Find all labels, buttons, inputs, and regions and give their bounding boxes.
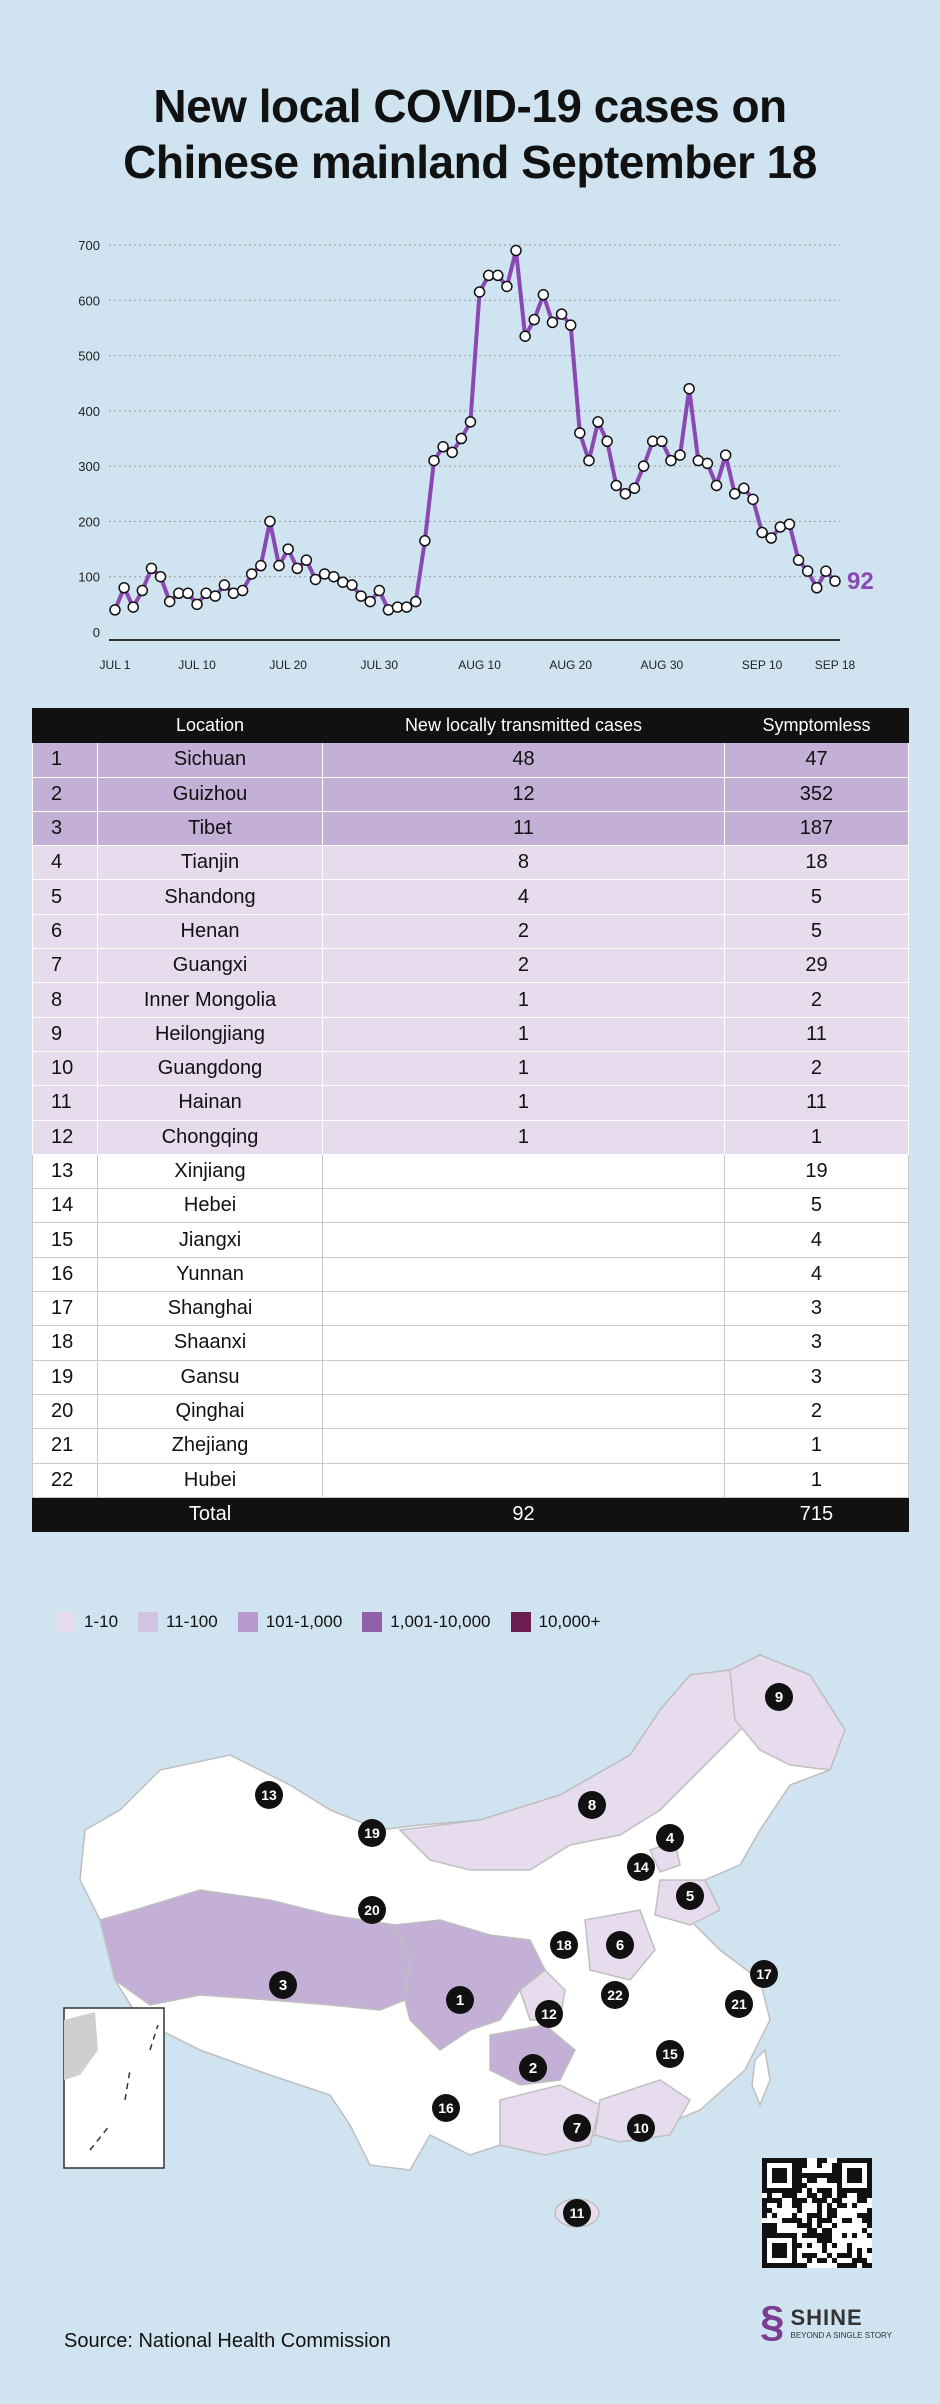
row-number: 4 [33,846,98,880]
data-point [620,489,630,499]
row-location: Shandong [98,880,323,914]
row-location: Sichuan [98,743,323,777]
y-tick-label: 100 [78,569,100,585]
data-point [557,309,567,319]
data-point [529,315,539,325]
shine-logo [760,2297,893,2346]
row-new-cases [323,1394,725,1428]
row-symptomless: 1 [724,1429,908,1463]
row-number: 17 [33,1292,98,1326]
cases-table [32,708,909,1532]
row-number: 1 [33,743,98,777]
row-symptomless: 3 [724,1360,908,1394]
row-new-cases: 48 [323,743,725,777]
data-point [447,447,457,457]
row-new-cases [323,1154,725,1188]
data-point [146,563,156,573]
y-tick-label: 500 [78,348,100,364]
row-symptomless: 18 [724,846,908,880]
row-location: Gansu [98,1360,323,1394]
table-row [33,880,909,914]
data-point [192,599,202,609]
data-point [456,434,466,444]
map-marker-label: 21 [731,1996,747,2012]
row-number: 2 [33,777,98,811]
data-point [803,566,813,576]
row-number: 12 [33,1120,98,1154]
data-point [821,566,831,576]
data-point [639,461,649,471]
table-row [33,846,909,880]
data-point [766,533,776,543]
data-point [657,436,667,446]
row-number: 16 [33,1257,98,1291]
data-point [830,576,840,586]
page-title [0,78,940,190]
row-symptomless: 5 [724,914,908,948]
row-symptomless: 1 [724,1463,908,1497]
data-point [365,597,375,607]
table-row [33,1394,909,1428]
data-point [238,586,248,596]
table-row [33,1429,909,1463]
map-marker-label: 9 [774,1689,784,1706]
table-row [33,1463,909,1497]
row-symptomless: 1 [724,1120,908,1154]
table-row [33,1120,909,1154]
data-point [374,586,384,596]
row-new-cases [323,1223,725,1257]
data-point [748,494,758,504]
map-marker-label: 14 [633,1859,649,1875]
row-new-cases: 1 [323,983,725,1017]
data-point [629,483,639,493]
data-point [301,555,311,565]
table-total-row [33,1497,909,1531]
x-tick-label: JUL 10 [178,658,216,672]
row-location: Tianjin [98,846,323,880]
data-point [402,602,412,612]
row-location: Guizhou [98,777,323,811]
data-point [684,384,694,394]
row-new-cases [323,1326,725,1360]
table-row [33,1189,909,1223]
row-symptomless: 19 [724,1154,908,1188]
map-marker-label: 17 [756,1966,772,1982]
data-point [493,270,503,280]
x-tick-label: AUG 20 [549,658,593,672]
data-point [420,536,430,546]
qr-code [762,2158,872,2268]
shine-s-icon: § [760,2297,785,2346]
legend-label: 1-10 [84,1612,119,1631]
data-point [675,450,685,460]
title-line-2: Chinese mainland September 18 [123,136,817,188]
row-location: Heilongjiang [98,1017,323,1051]
legend-label: 101-1,000 [265,1612,343,1631]
data-point [475,287,485,297]
map-marker-label: 10 [633,2120,649,2136]
row-symptomless: 2 [724,1394,908,1428]
data-point [274,561,284,571]
row-number: 21 [33,1429,98,1463]
data-point [721,450,731,460]
table-row [33,1223,909,1257]
last-value-label: 92 [847,568,874,596]
y-tick-label: 0 [92,625,100,640]
data-point [602,436,612,446]
data-point [511,246,521,256]
row-number: 22 [33,1463,98,1497]
map-marker-label: 12 [541,2006,557,2022]
row-location: Guangxi [98,949,323,983]
row-new-cases [323,1463,725,1497]
header-location: Location [98,709,323,743]
map-marker-label: 7 [572,2120,582,2137]
data-point [757,527,767,537]
x-tick-label: SEP 10 [741,658,783,672]
row-new-cases: 8 [323,846,725,880]
row-location: Shaanxi [98,1326,323,1360]
table-row [33,1086,909,1120]
data-point [119,583,129,593]
table-row [33,1257,909,1291]
row-new-cases [323,1429,725,1463]
row-number: 6 [33,914,98,948]
data-point [219,580,229,590]
row-location: Shanghai [98,1292,323,1326]
y-tick-label: 400 [78,403,100,419]
table-row [33,949,909,983]
data-point [520,331,530,341]
table-row [33,914,909,948]
map-marker-label: 2 [528,2060,538,2077]
x-tick-label: JUL 30 [360,658,399,672]
y-tick-label: 600 [78,293,100,309]
data-point [110,605,120,615]
data-point [210,591,220,601]
row-location: Tibet [98,811,323,845]
table-row [33,1017,909,1051]
map-marker-label: 22 [607,1987,623,2003]
map-marker-label: 16 [438,2100,454,2116]
row-location: Inner Mongolia [98,983,323,1017]
total-new: 92 [323,1497,725,1531]
y-tick-label: 300 [78,459,100,475]
map-marker-label: 20 [364,1902,380,1918]
row-location: Zhejiang [98,1429,323,1463]
row-new-cases: 11 [323,811,725,845]
row-new-cases: 2 [323,949,725,983]
row-symptomless: 2 [724,1051,908,1085]
map-marker-label: 13 [261,1787,277,1803]
row-new-cases: 1 [323,1120,725,1154]
map-marker-label: 6 [615,1937,625,1954]
header-blank [33,709,98,743]
row-number: 18 [33,1326,98,1360]
row-number: 7 [33,949,98,983]
x-tick-label: AUG 10 [458,658,501,672]
y-tick-label: 200 [78,514,100,530]
table-row [33,1360,909,1394]
data-point [584,456,594,466]
table-row [33,1292,909,1326]
legend-label: 1,001-10,000 [390,1612,491,1631]
data-point [411,597,421,607]
x-tick-label: JUL 20 [269,658,307,672]
data-point [502,281,512,291]
row-number: 11 [33,1086,98,1120]
data-point [730,489,740,499]
data-point [156,572,166,582]
data-point [265,516,275,526]
data-point [329,572,339,582]
row-symptomless: 11 [724,1086,908,1120]
row-new-cases [323,1189,725,1223]
title-line-1: New local COVID-19 cases on [153,80,787,132]
table-body [33,743,909,1498]
data-point [438,442,448,452]
data-point [283,544,293,554]
header-symptomless: Symptomless [724,709,908,743]
total-label: Total [98,1497,323,1531]
data-point [347,580,357,590]
data-point [575,428,585,438]
x-tick-label: SEP 18 [814,658,856,672]
data-point [712,480,722,490]
row-symptomless: 4 [724,1257,908,1291]
row-new-cases: 4 [323,880,725,914]
logo-tagline: BEYOND A SINGLE STORY [790,2330,893,2340]
table-row [33,743,909,777]
data-point [794,555,804,565]
row-new-cases: 12 [323,777,725,811]
data-point [311,574,321,584]
y-tick-label: 700 [78,238,100,253]
row-location: Qinghai [98,1394,323,1428]
data-point [593,417,603,427]
data-point [547,317,557,327]
data-point [137,586,147,596]
row-location: Xinjiang [98,1154,323,1188]
table-header-row [33,709,909,743]
data-point [356,591,366,601]
data-point [812,583,822,593]
row-location: Hubei [98,1463,323,1497]
table-row [33,1051,909,1085]
logo-name: SHINE [790,2304,863,2330]
row-number: 14 [33,1189,98,1223]
qr-code-icon [762,2158,872,2268]
data-point [666,456,676,466]
data-point [465,417,475,427]
series-line [115,251,835,610]
map-marker-label: 11 [569,2205,585,2221]
map-marker-label: 4 [665,1830,675,1847]
table-row [33,983,909,1017]
row-location: Hainan [98,1086,323,1120]
x-tick-label: JUL 1 [99,658,131,672]
row-new-cases [323,1292,725,1326]
table-row [33,811,909,845]
row-number: 5 [33,880,98,914]
row-new-cases [323,1360,725,1394]
row-symptomless: 187 [724,811,908,845]
row-number: 3 [33,811,98,845]
data-point [247,569,257,579]
map-marker-label: 5 [685,1888,695,1905]
row-location: Hebei [98,1189,323,1223]
table-row [33,1326,909,1360]
row-number: 8 [33,983,98,1017]
total-blank [33,1497,98,1531]
legend-label: 11-100 [166,1612,218,1631]
row-symptomless: 5 [724,880,908,914]
data-point [702,458,712,468]
map-marker-label: 18 [556,1937,572,1953]
data-point [611,480,621,490]
map-marker-label: 3 [278,1977,288,1994]
line-chart [0,220,940,680]
header-new-cases: New locally transmitted cases [323,709,725,743]
row-number: 19 [33,1360,98,1394]
row-new-cases: 1 [323,1086,725,1120]
data-point [739,483,749,493]
map-marker-label: 8 [587,1797,597,1814]
row-location: Jiangxi [98,1223,323,1257]
row-symptomless: 47 [724,743,908,777]
row-number: 13 [33,1154,98,1188]
map-marker-label: 15 [662,2046,678,2062]
row-symptomless: 4 [724,1223,908,1257]
data-point [538,290,548,300]
row-location: Henan [98,914,323,948]
row-new-cases: 2 [323,914,725,948]
data-point [292,563,302,573]
row-new-cases: 1 [323,1017,725,1051]
row-location: Yunnan [98,1257,323,1291]
data-point [566,320,576,330]
row-symptomless: 11 [724,1017,908,1051]
data-point [128,602,138,612]
row-number: 9 [33,1017,98,1051]
data-point [165,597,175,607]
row-symptomless: 3 [724,1292,908,1326]
row-symptomless: 3 [724,1326,908,1360]
row-symptomless: 352 [724,777,908,811]
row-location: Guangdong [98,1051,323,1085]
row-symptomless: 5 [724,1189,908,1223]
row-new-cases: 1 [323,1051,725,1085]
total-symptomless: 715 [724,1497,908,1531]
x-tick-label: AUG 30 [640,658,684,672]
data-point [429,456,439,466]
data-point [183,588,193,598]
data-point [256,561,266,571]
table-row [33,1154,909,1188]
row-number: 15 [33,1223,98,1257]
row-location: Chongqing [98,1120,323,1154]
row-new-cases [323,1257,725,1291]
map-taiwan [752,2050,770,2105]
row-number: 20 [33,1394,98,1428]
row-symptomless: 2 [724,983,908,1017]
data-point [784,519,794,529]
row-symptomless: 29 [724,949,908,983]
source-note: Source: National Health Commission [64,2330,391,2352]
table-row [33,777,909,811]
map-marker-label: 19 [364,1825,380,1841]
legend-label: 10,000+ [538,1612,601,1631]
map-marker-label: 1 [455,1992,465,2009]
row-number: 10 [33,1051,98,1085]
